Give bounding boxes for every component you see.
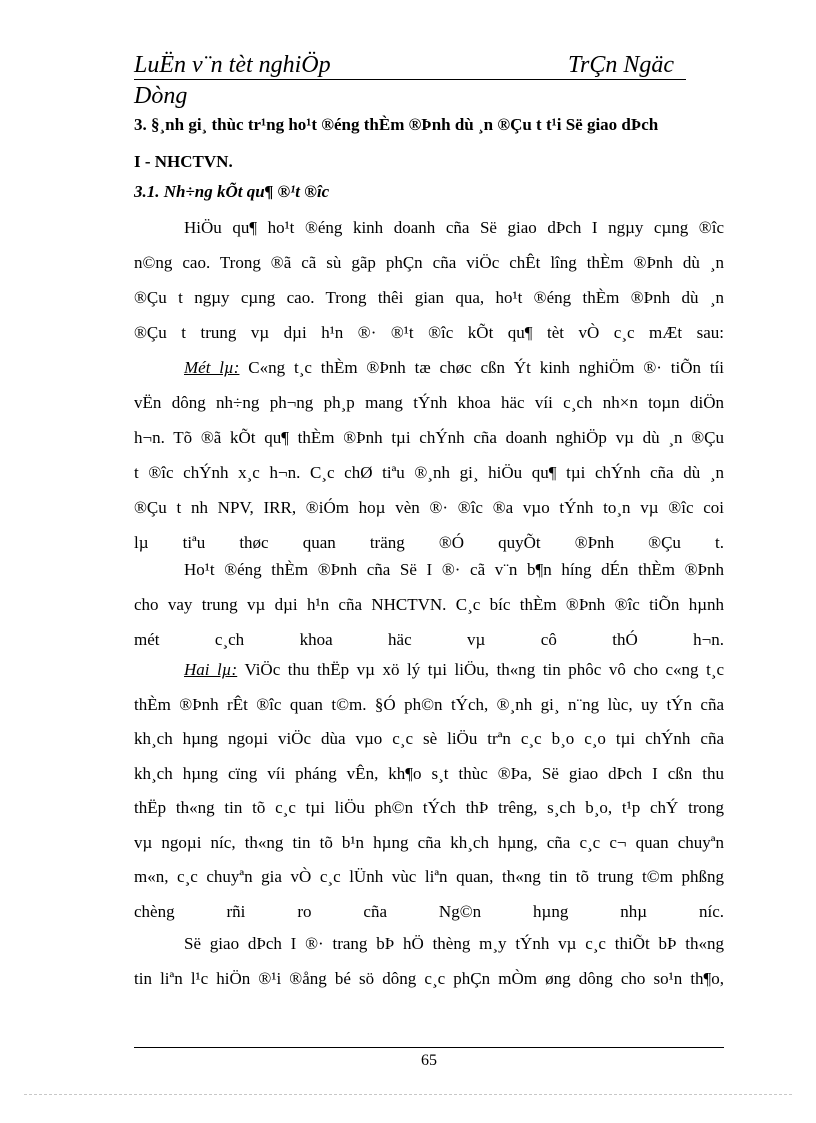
text-line: kh¸ch hµng ngoµi viÖc dùa vµo c¸c sè liÖu trªn c¸c b¸o c¸o tµi chÝnh cña <box>134 729 724 748</box>
text-line: t ®îc chÝnh x¸c h¬n. C¸c chØ tiªu ®¸nh gi¸ hiÖu qu¶ tµi chÝnh cña dù ¸n <box>134 463 724 482</box>
section-heading <box>134 110 724 177</box>
header-author-name: TrÇn Ngäc <box>568 52 675 78</box>
page-number: 65 <box>421 1052 437 1069</box>
paragraph <box>134 350 724 560</box>
paragraph <box>134 210 724 350</box>
text-line: Së giao dÞch I ®· trang bÞ hÖ thèng m¸y tÝnh vµ c¸c thiÕt bÞ th«ng <box>184 934 724 953</box>
paragraph <box>134 653 724 929</box>
text-line: tin liªn l¹c hiÖn ®¹i ®ång bé sö dông c¸c phÇn mÒm øng dông cho so¹n th¶o, <box>134 969 724 988</box>
section-heading-line: 3. §¸nh gi¸ thùc tr¹ng ho¹t ®éng thÈm ®Þnh dù ¸n ®Çu t t¹i Së giao dÞch <box>134 115 659 134</box>
text-line: thËp th«ng tin tõ c¸c tµi liÖu ph©n tÝch thÞ trêng, s¸ch b¸o, t¹p chÝ trong <box>134 798 724 817</box>
text-line: ®Çu t nh NPV, IRR, ®iÓm hoµ vèn ®· ®îc ®a vµo tÝnh to¸n vµ ®îc coi <box>134 498 724 517</box>
subsection-heading: 3.1. Nh÷ng kÕt qu¶ ®¹t ®îc <box>134 182 330 201</box>
text-line: kh¸ch hµng cïng víi pháng vÊn, kh¶o s¸t thùc ®Þa, Së giao dÞch I cßn thu <box>134 763 724 783</box>
paragraph-label: Hai lµ: <box>184 660 238 679</box>
text-line: vµ ngoµi níc, th«ng tin tõ b¹n hµng cña kh¸ch hµng, cña c¸c c¬ quan chuyªn <box>134 832 724 852</box>
page-break-marker <box>24 1094 792 1095</box>
header-thesis-title: LuËn v¨n tèt nghiÖp <box>134 52 331 78</box>
text-run: ViÖc thu thËp vµ xö lý tµi liÖu, th«ng tin phôc vô cho c«ng t¸c <box>237 660 724 679</box>
text-line <box>134 350 724 385</box>
paragraph <box>134 926 724 996</box>
text-line: thÈm ®Þnh rÊt ®îc quan t©m. §Ó ph©n tÝch, ®¸nh gi¸ n¨ng lùc, uy tÝn cña <box>134 694 724 714</box>
text-line: m«n, c¸c chuyªn gia vÒ c¸c lÜnh vùc liªn quan, th«ng tin tõ trung t©m phßng <box>134 867 724 886</box>
text-line: Ho¹t ®éng thÈm ®Þnh cña Së I ®· cã v¨n b¶n híng dÉn thÈm ®Þnh <box>184 560 724 579</box>
text-line: vËn dông nh÷ng ph¬ng ph¸p mang tÝnh khoa häc víi c¸ch nh×n toµn diÖn <box>134 393 724 412</box>
text-line: chèng rñi ro cña Ng©n hµng nhµ níc. <box>134 901 724 921</box>
text-line: cho vay trung vµ dµi h¹n cña NHCTVN. C¸c bíc thÈm ®Þnh ®îc tiÕn hµnh <box>134 595 724 614</box>
text-line: ®Çu t trung vµ dµi h¹n ®· ®¹t ®îc kÕt qu¶ tèt vÒ c¸c mÆt sau: <box>134 323 724 342</box>
text-line: n©ng cao. Trong ®ã cã sù gãp phÇn cña viÖc chÊt lîng thÈm ®Þnh dù ¸n <box>134 253 724 272</box>
text-line: lµ tiªu thøc quan träng ®Ó quyÕt ®Þnh ®Çu t. <box>134 533 724 552</box>
section-heading-line: I - NHCTVN. <box>134 152 233 171</box>
paragraph-label: Mét lµ: <box>184 358 240 377</box>
header-rule <box>134 79 686 80</box>
paragraph <box>134 552 724 657</box>
text-line: h¬n. Tõ ®ã kÕt qu¶ thÈm ®Þnh tµi chÝnh cña doanh nghiÖp vµ dù ¸n ®Çu <box>134 428 724 447</box>
text-run: C«ng t¸c thÈm ®Þnh tæ chøc cßn Ýt kinh nghiÖm ®· tiÕn tíi <box>239 358 724 377</box>
text-line: ®Çu t ngµy cµng cao. Trong thêi gian qua, ho¹t ®éng thÈm ®Þnh dù ¸n <box>134 288 724 307</box>
text-line: HiÖu qu¶ ho¹t ®éng kinh doanh cña Së giao dÞch I ngµy cµng ®îc <box>184 218 724 237</box>
footer-rule <box>134 1047 724 1048</box>
text-line <box>134 653 724 688</box>
text-line: mét c¸ch khoa häc vµ cô thÓ h¬n. <box>134 630 724 649</box>
header-author-name-cont: Dòng <box>134 83 188 109</box>
